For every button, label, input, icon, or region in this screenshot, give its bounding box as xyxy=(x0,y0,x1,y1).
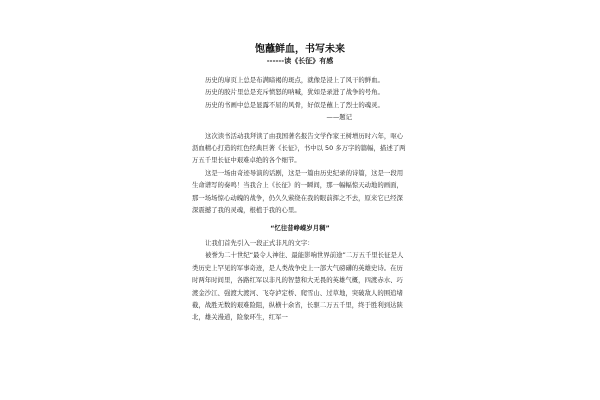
document-body xyxy=(192,74,408,324)
epigraph-line: 历史的扉页上总是布满暗褐的斑点，就像是浸上了风干的鲜血。 xyxy=(205,76,384,84)
epigraph-signature: ——题记 xyxy=(326,113,352,122)
paragraph: 这次读书活动我拜读了由我国著名报告文学作家王树增历时六年，呕心沥血精心打造的红色经典巨著《长征》，书中以 50 多万字的篇幅，描述了两万五千里长征中艰难卓绝的各个细节。 xyxy=(192,131,406,165)
epigraph-line: 历史的书画中总是显露不屈的风骨，好似是蘸上了烈士的魂灵。 xyxy=(205,100,384,109)
paragraph: 让我们首先引入一段正式非凡的文字： xyxy=(205,238,314,247)
page-subtitle: ------读《长征》有感 xyxy=(266,57,334,65)
epigraph-line: 历史的胶片里总是充斥愤怒的呐喊，犹如是录进了战争的号角。 xyxy=(205,88,384,97)
page-title: 饱蘸鲜血，书写未来 xyxy=(255,44,345,55)
paragraph: 被誉为二十世纪“最令人神往、最能影响世界前途”二万五千里长征是人类历史上罕见的军事奇迹，是人类战争史上一部大气磅礴的英雄史诗。在历时两年时间里，各路红军以非凡的智慧和大无畏的英雄气概，四渡赤水、巧渡金沙江、强渡大渡河、飞夺泸定桥、爬雪山、过草地，突破敌人的围追堵截，战胜无数的艰难险阻，纵横十余省，长驱二万五千里，终于胜利到达陕北，雄关漫道，险象环生，红军一 xyxy=(192,251,404,322)
section-heading: “忆往昔峥嵘岁月稠” xyxy=(270,224,330,233)
paragraph: 这是一场由奇迹导演的话剧，这是一篇由历史纪录的诗篇，这是一段用生命谱写的奏鸣！当我合上《长征》的一瞬间，那一幅幅惊天动地的画面，那一场场惊心动魄的战争，仍久久萦绕在我的眼前挥之不去，原来它已经深深震撼了我的灵魂，根植于我的心里。 xyxy=(192,168,404,215)
